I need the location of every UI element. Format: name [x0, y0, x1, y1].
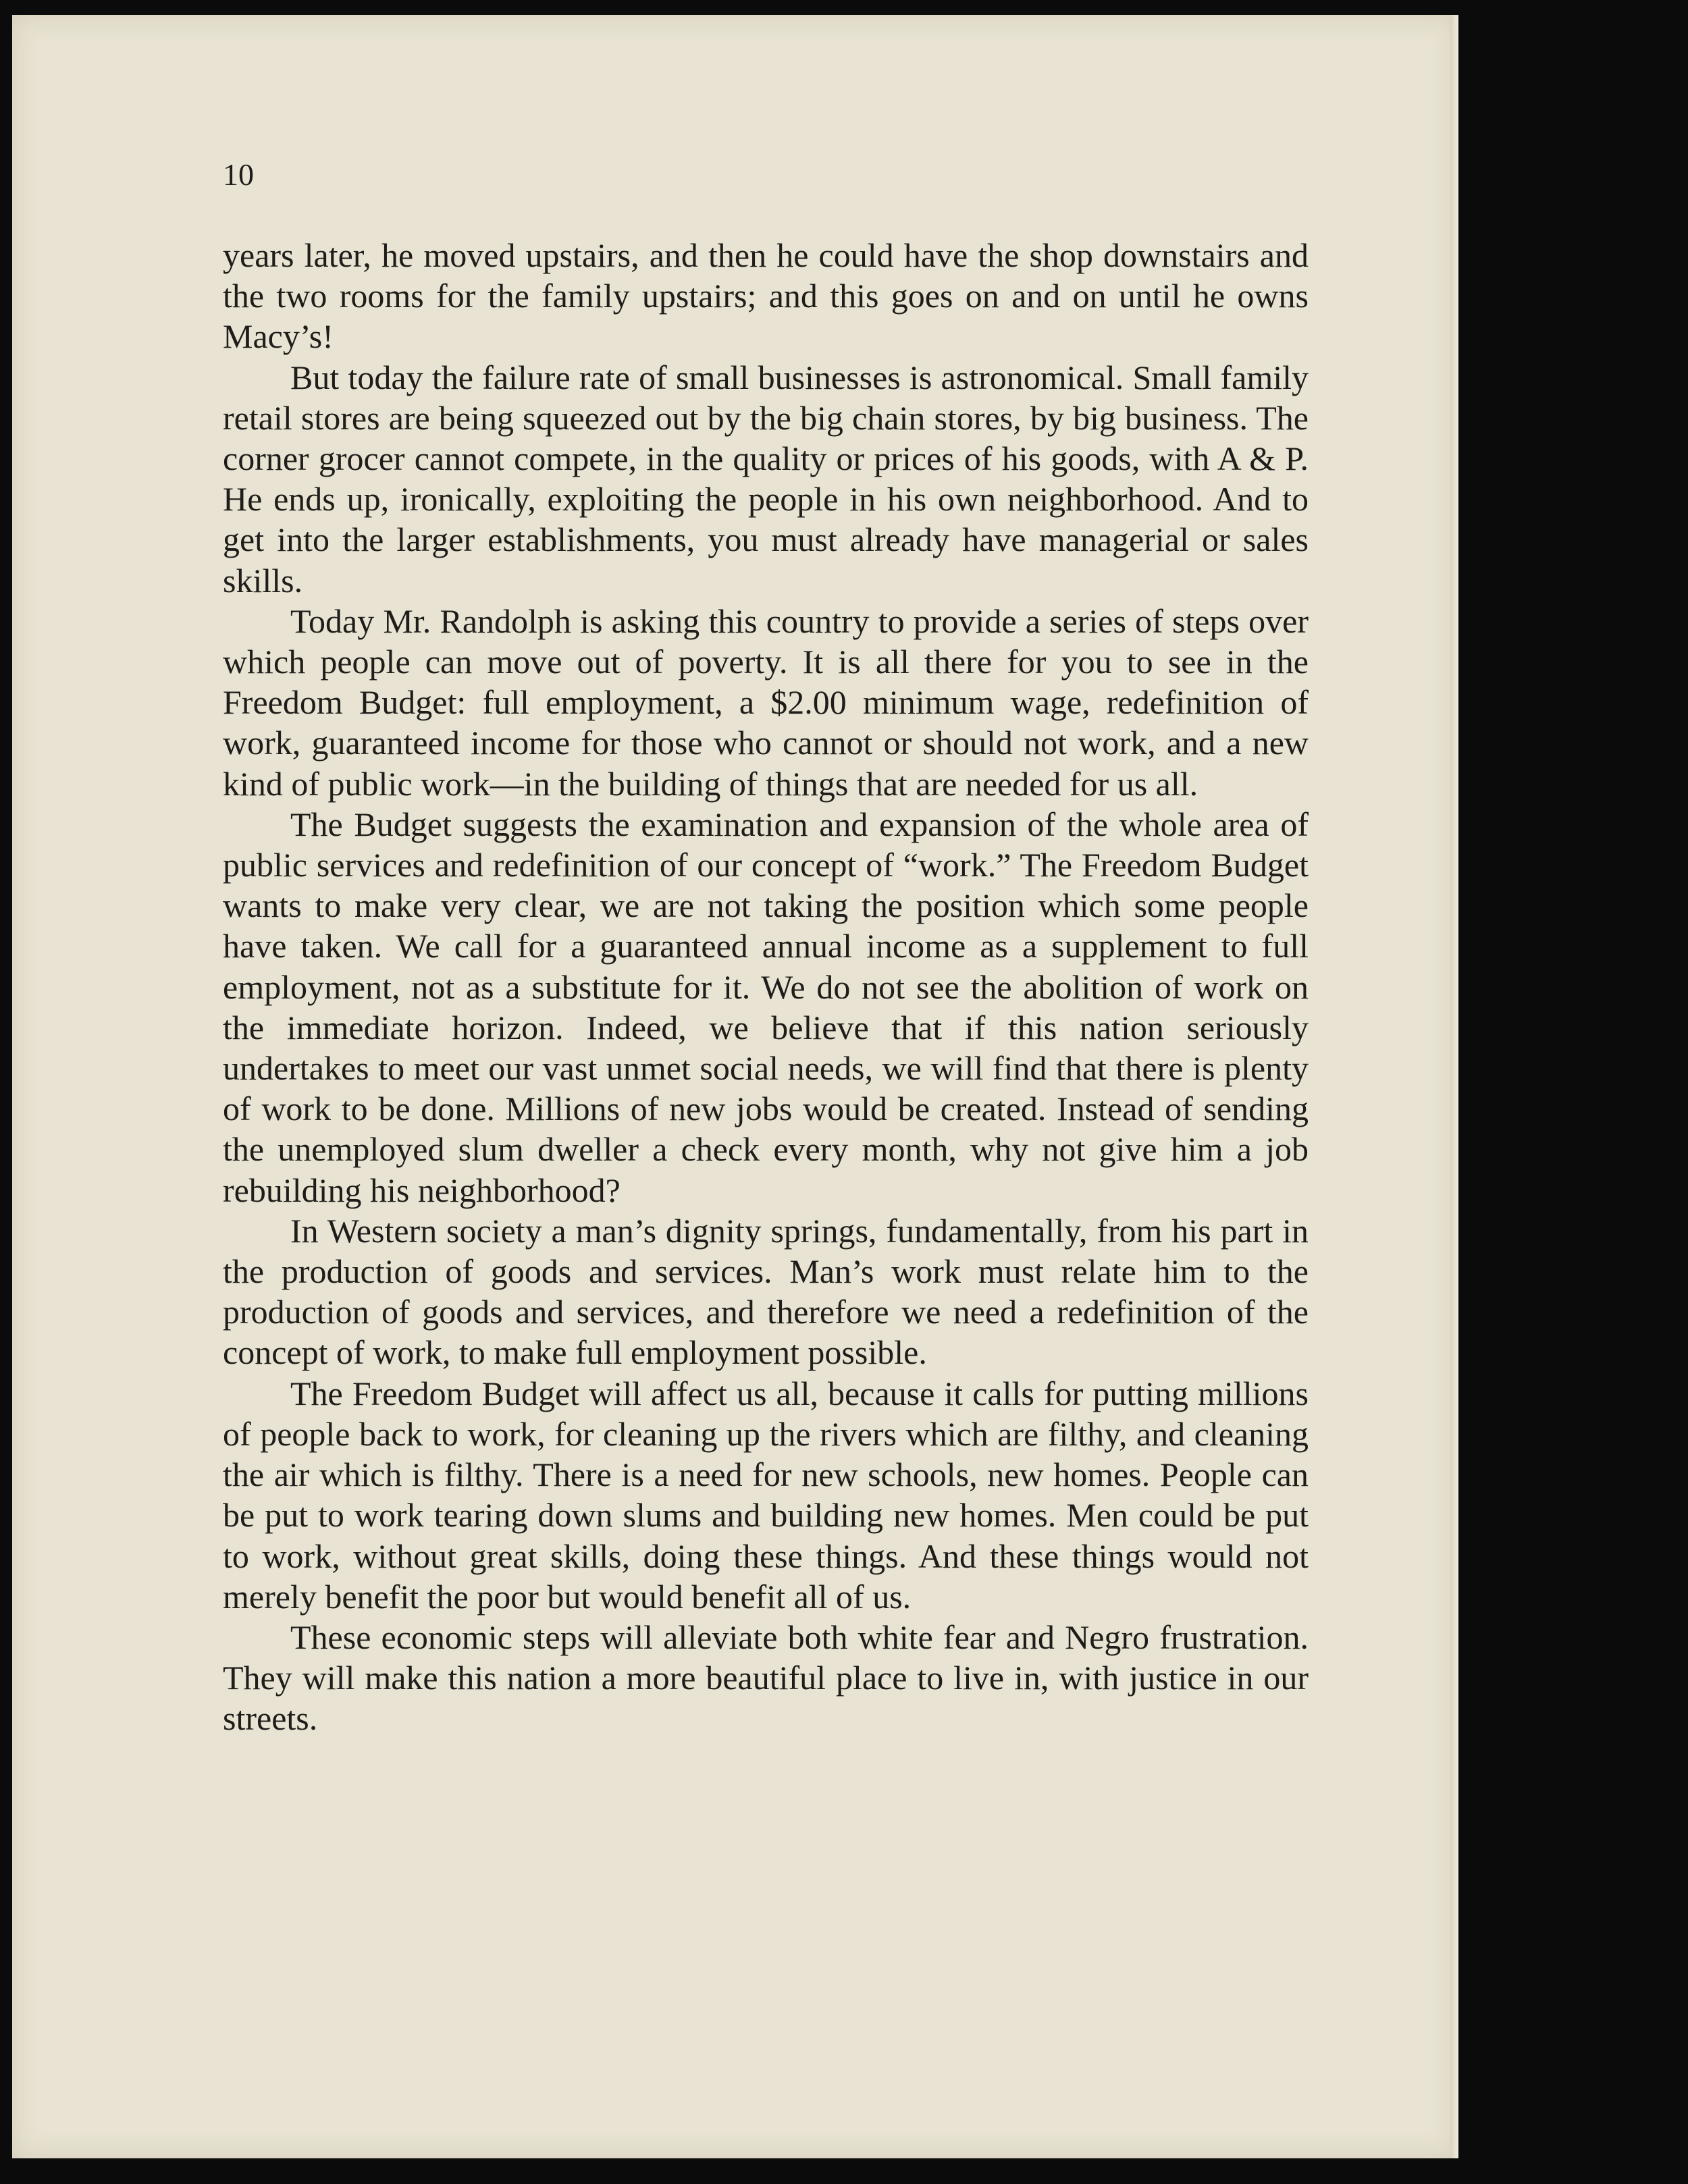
- paragraph-randolph: Today Mr. Randolph is asking this country to provide a series of steps over which people can move out of poverty. It is all there for you to see in the Freedom Budget: full employment, a $2.00 minimum wage, redefinition of work, guaranteed income for those who cannot or should not work, and a new kind of public work—in the building of things that are needed for us all.: [223, 602, 1309, 803]
- paragraph-public-services: The Budget suggests the examination and expansion of the whole area of public services and redefinition of our concept of “work.” The Freedom Budget wants to make very clear, we are not taking the position which some people have taken. We call for a guaranteed annual income as a supplement to full employment, not as a substitute for it. We do not see the abolition of work on the immediate horizon. Indeed, we believe that if this nation seriously undertakes to meet our vast unmet social needs, we will find that there is plenty of work to be done. Millions of new jobs would be created. Instead of sending the unemployed slum dweller a check every month, why not give him a job rebuilding his neighborhood?: [223, 805, 1309, 1209]
- paragraph-continuation: years later, he moved upstairs, and then he could have the shop downstairs and the two rooms for the family upstairs; and this goes on and on until he owns Macy’s!: [223, 236, 1309, 356]
- body-text: [223, 235, 1309, 1739]
- page-number: 10: [223, 157, 254, 192]
- paragraph-freedom-budget: The Freedom Budget will affect us all, because it calls for putting millions of people back to work, for cleaning up the rivers which are filthy, and cleaning the air which is filthy. There is a need for new schools, new homes. People can be put to work tearing down slums and building new homes. Men could be put to work, without great skills, doing these things. And these things would not merely benefit the poor but would benefit all of us.: [223, 1374, 1309, 1616]
- paragraph-small-businesses: But today the failure rate of small businesses is astronomical. Small family retail stores are being squeezed out by the big chain stores, by big business. The corner grocer cannot compete, in the quality or prices of his goods, with A & P. He ends up, ironically, exploiting the people in his own neighborhood. And to get into the larger establishments, you must already have managerial or sales skills.: [223, 358, 1309, 600]
- document-page: [12, 15, 1457, 2158]
- paragraph-economic-steps: These economic steps will alleviate both white fear and Negro frustration. They will make this nation a more beautiful place to live in, with justice in our streets.: [223, 1618, 1309, 1738]
- paragraph-dignity: In Western society a man’s dignity springs, fundamentally, from his part in the production of goods and services. Man’s work must relate him to the production of goods and services, and therefore we need a redefinition of the concept of work, to make full employment possible.: [223, 1211, 1309, 1372]
- page-edge: [1450, 15, 1458, 2158]
